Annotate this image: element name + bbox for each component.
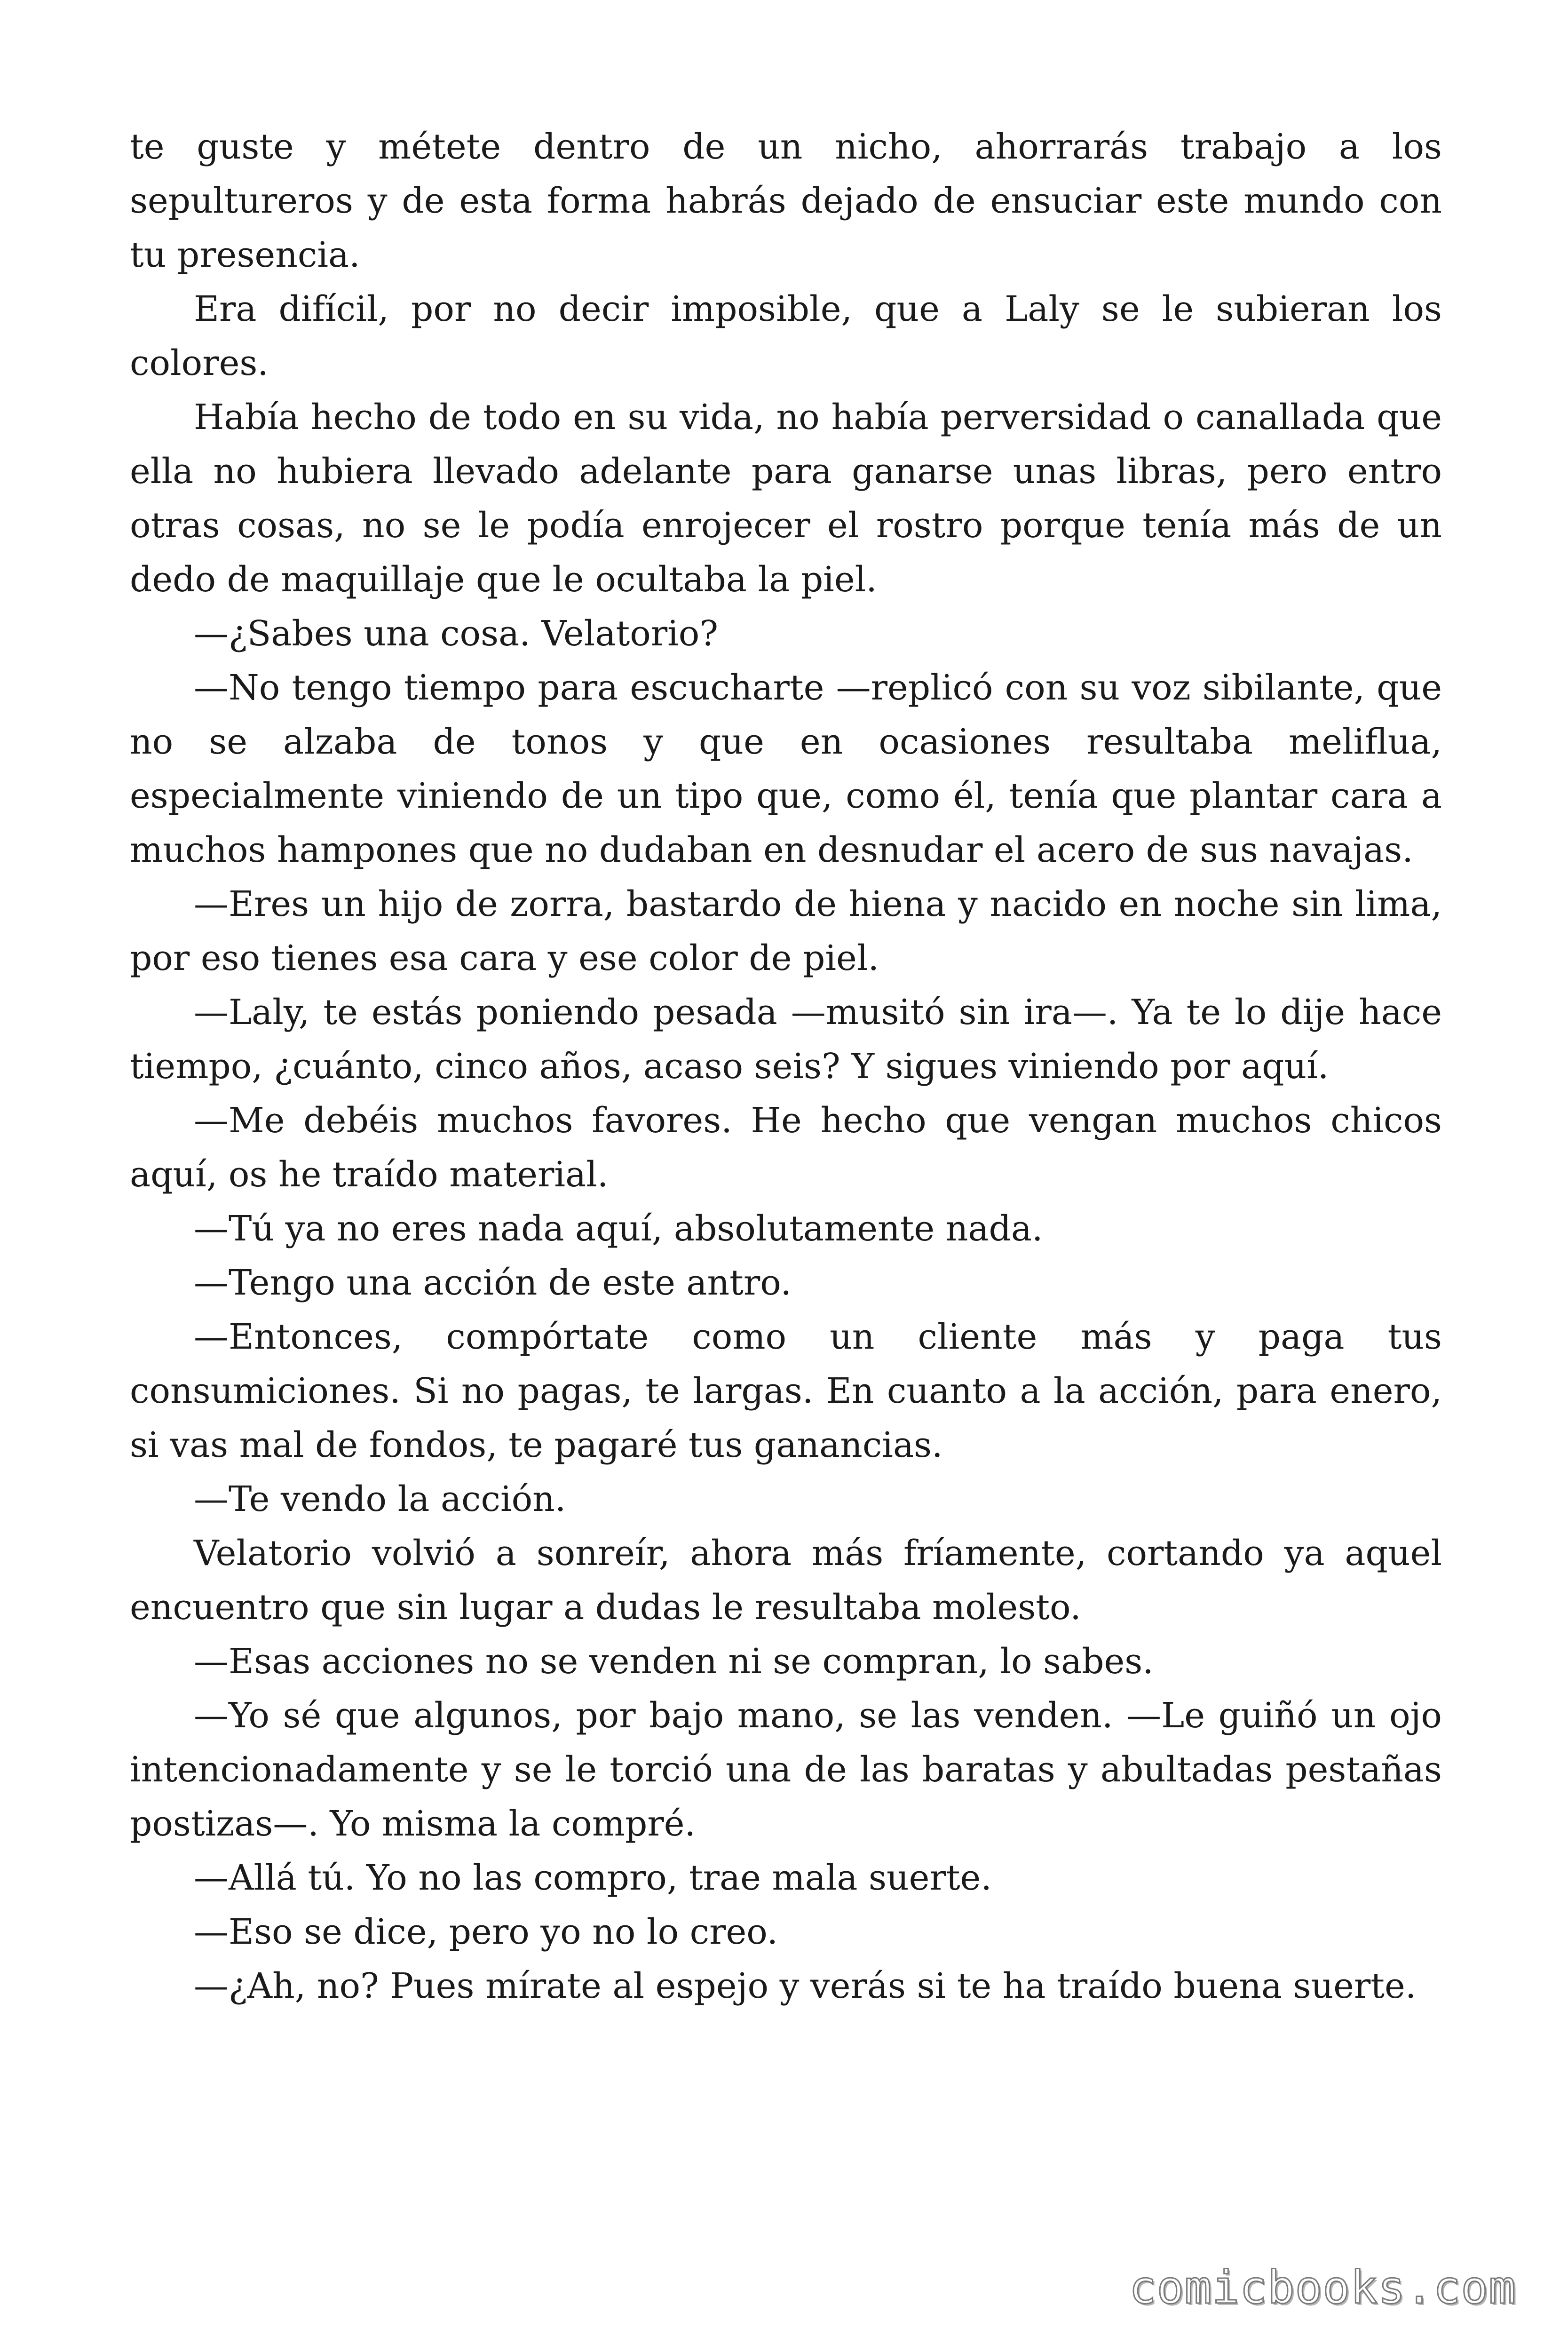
paragraph: —Esas acciones no se venden ni se compran, lo sabes. (194, 1641, 1154, 1682)
paragraph: —¿Sabes una cosa. Velatorio? (194, 613, 719, 654)
paragraph: Era difícil, por no decir imposible, que a Laly se le subieran los colores. (130, 289, 1442, 383)
paragraph: te guste y métete dentro de un nicho, ahorrarás trabajo a los sepultureros y de esta forma habrás dejado de ensuciar este mundo con tu presencia. (130, 127, 1442, 275)
paragraph: —¿Ah, no? Pues mírate al espejo y verás si te ha traído buena suerte. (194, 1966, 1417, 2006)
paragraph: —Eso se dice, pero yo no lo creo. (194, 1912, 778, 1952)
paragraph: —Laly, te estás poniendo pesada —musitó sin ira—. Ya te lo dije hace tiempo, ¿cuánto, cinco años, acaso seis? Y sigues viniendo por aquí. (130, 992, 1442, 1087)
paragraph: —Te vendo la acción. (194, 1479, 566, 1519)
paragraph: Había hecho de todo en su vida, no había perversidad o canallada que ella no hubiera llevado adelante para ganarse unas libras, pero entro otras cosas, no se le podía enrojecer el rostro porque tenía más de un dedo de maquillaje que le ocultaba la piel. (130, 397, 1442, 600)
paragraph: Velatorio volvió a sonreír, ahora más fríamente, cortando ya aquel encuentro que sin lugar a dudas le resultaba molesto. (130, 1533, 1442, 1628)
watermark: comicbooks.com (1129, 2261, 1516, 2314)
body-text (130, 120, 1442, 2013)
paragraph: —Tú ya no eres nada aquí, absolutamente nada. (194, 1208, 1043, 1249)
paragraph: —Allá tú. Yo no las compro, trae mala suerte. (194, 1858, 992, 1898)
paragraph: —No tengo tiempo para escucharte —replicó con su voz sibilante, que no se alzaba de tonos y que en ocasiones resultaba meliflua, especialmente viniendo de un tipo que, como él, tenía que plantar cara a muchos hampones que no dudaban en desnudar el acero de sus navajas. (130, 667, 1442, 870)
paragraph: —Entonces, compórtate como un cliente más y paga tus consumiciones. Si no pagas, te largas. En cuanto a la acción, para enero, si vas mal de fondos, te pagaré tus ganancias. (130, 1317, 1442, 1465)
paragraph: —Tengo una acción de este antro. (194, 1263, 792, 1303)
paragraph: —Me debéis muchos favores. He hecho que vengan muchos chicos aquí, os he traído material. (130, 1100, 1442, 1195)
paragraph: —Yo sé que algunos, por bajo mano, se las venden. —Le guiñó un ojo intencionadamente y se le torció una de las baratas y abultadas pestañas postizas—. Yo misma la compré. (130, 1695, 1442, 1844)
paragraph: —Eres un hijo de zorra, bastardo de hiena y nacido en noche sin lima, por eso tienes esa cara y ese color de piel. (130, 884, 1442, 978)
